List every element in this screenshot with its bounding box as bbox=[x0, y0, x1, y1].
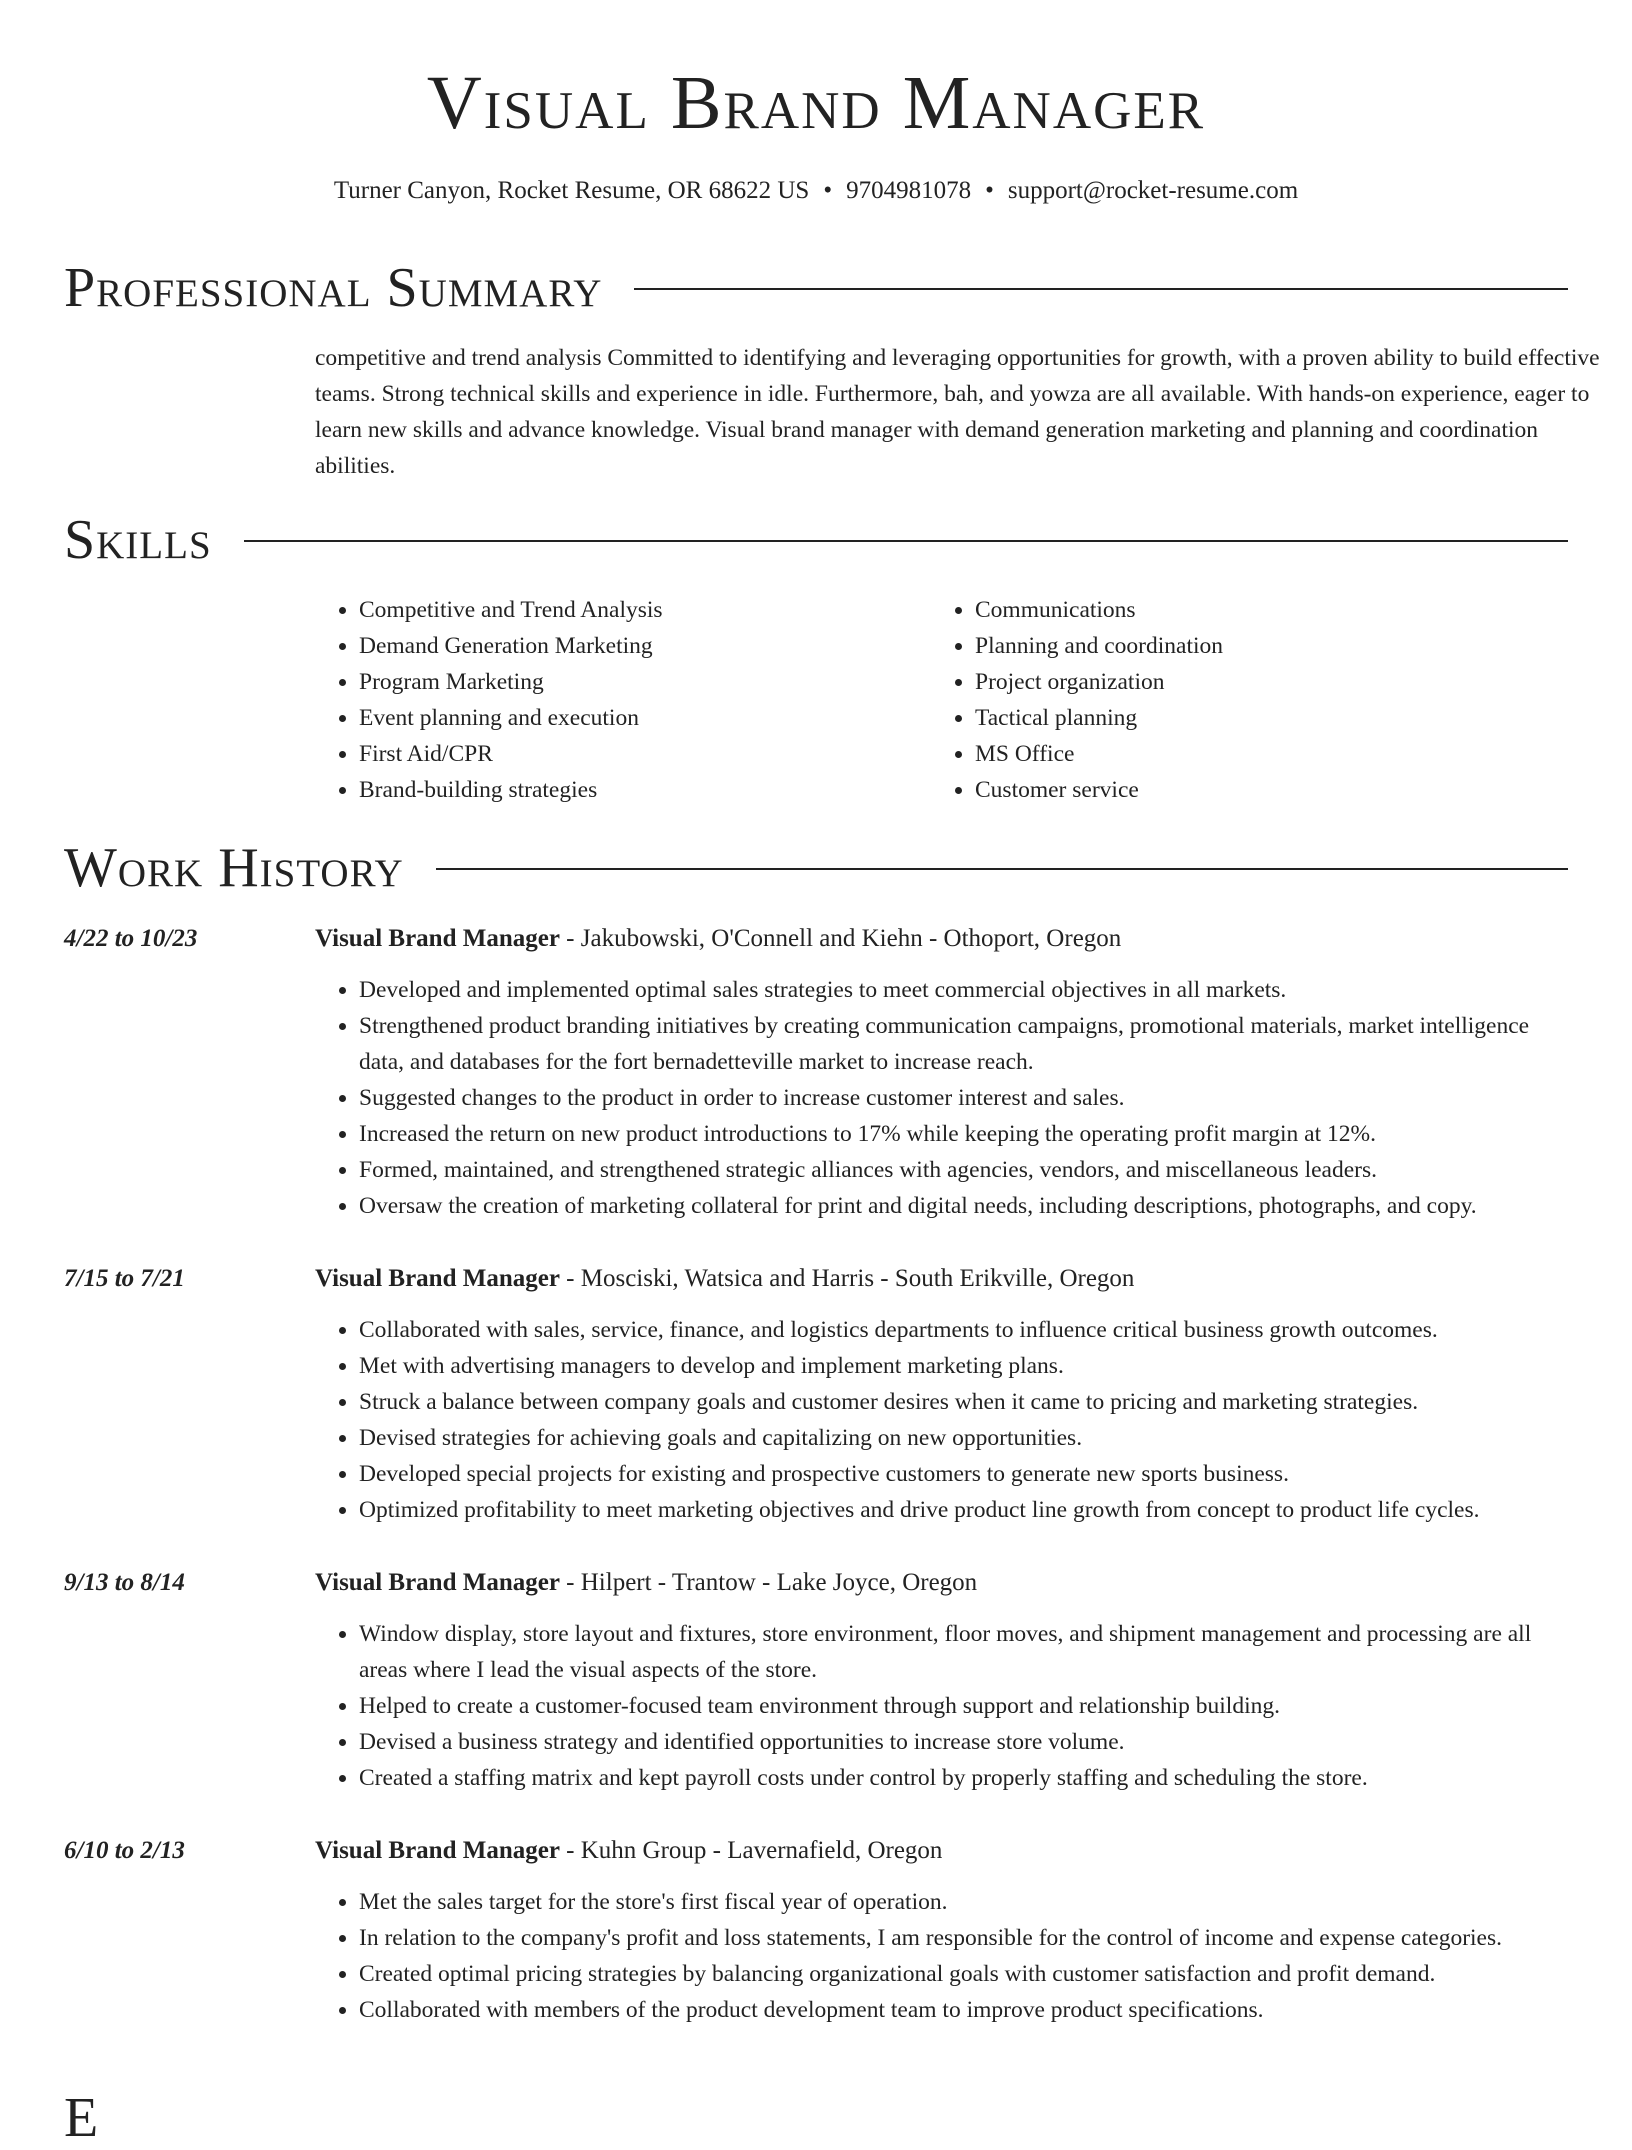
skill-item: • First Aid/CPR bbox=[359, 736, 931, 772]
contact-separator: • bbox=[823, 177, 833, 204]
job-employer-location: - Hilpert - Trantow - Lake Joyce, Oregon bbox=[559, 1569, 978, 1596]
section-divider bbox=[244, 540, 1568, 542]
summary-section-title: Professional Summary bbox=[64, 257, 603, 319]
skills-column-left bbox=[315, 592, 931, 808]
job-bullets bbox=[315, 1884, 1568, 2028]
work-section-title: Work History bbox=[64, 837, 404, 899]
skills-column-right bbox=[931, 592, 1547, 808]
job-bullet: • Met with advertising managers to develop and implement marketing plans. bbox=[359, 1348, 1568, 1384]
job-bullet: • Oversaw the creation of marketing collateral for print and digital needs, including descriptions, photographs, and copy. bbox=[359, 1188, 1568, 1224]
job-bullet: • Struck a balance between company goals and customer desires when it came to pricing and marketing strategies. bbox=[359, 1384, 1568, 1420]
job-bullets bbox=[315, 1312, 1568, 1528]
job-title: Visual Brand Manager bbox=[315, 1265, 560, 1292]
job-bullet: • Devised a business strategy and identified opportunities to increase store volume. bbox=[359, 1724, 1568, 1760]
skill-item: • Communications bbox=[975, 592, 1547, 628]
skill-item: • Demand Generation Marketing bbox=[359, 628, 931, 664]
job-bullet: • Devised strategies for achieving goals and capitalizing on new opportunities. bbox=[359, 1420, 1568, 1456]
next-section-title-fragment: E bbox=[64, 2087, 99, 2149]
job-title: Visual Brand Manager bbox=[315, 1837, 560, 1864]
skills-list bbox=[315, 592, 1568, 808]
job-heading bbox=[315, 1834, 942, 1868]
summary-section-header bbox=[64, 256, 1568, 320]
job-bullets bbox=[315, 1616, 1568, 1796]
section-divider bbox=[634, 288, 1568, 290]
job-bullet: • Met the sales target for the store's first fiscal year of operation. bbox=[359, 1884, 1568, 1920]
skill-item: • Event planning and execution bbox=[359, 700, 931, 736]
skill-item: • Planning and coordination bbox=[975, 628, 1547, 664]
job-bullet: • Window display, store layout and fixtures, store environment, floor moves, and shipment management and processing are all areas where I lead the visual aspects of the store. bbox=[359, 1616, 1568, 1688]
skill-item: • Brand-building strategies bbox=[359, 772, 931, 808]
skills-section-title: Skills bbox=[64, 509, 212, 571]
job-bullet: • Helped to create a customer-focused team environment through support and relationship building. bbox=[359, 1688, 1568, 1724]
job-title: Visual Brand Manager bbox=[315, 1569, 560, 1596]
job-bullet: • Created a staffing matrix and kept payroll costs under control by properly staffing and scheduling the store. bbox=[359, 1760, 1568, 1796]
job-heading bbox=[315, 922, 1121, 956]
job-title: Visual Brand Manager bbox=[315, 925, 560, 952]
job-employer-location: - Mosciski, Watsica and Harris - South Erikville, Oregon bbox=[559, 1265, 1135, 1292]
contact-email: support@rocket-resume.com bbox=[1007, 177, 1299, 204]
job-bullet: • Collaborated with members of the product development team to improve product specifications. bbox=[359, 1992, 1568, 2028]
skill-item: • Tactical planning bbox=[975, 700, 1547, 736]
contact-line bbox=[64, 174, 1568, 208]
section-divider bbox=[436, 868, 1568, 870]
job-bullet: • Increased the return on new product introductions to 17% while keeping the operating profit margin at 12%. bbox=[359, 1116, 1568, 1152]
job-heading bbox=[315, 1262, 1134, 1296]
skill-item: • Program Marketing bbox=[359, 664, 931, 700]
job-bullet: • Suggested changes to the product in order to increase customer interest and sales. bbox=[359, 1080, 1568, 1116]
job-employer-location: - Jakubowski, O'Connell and Kiehn - Othoport, Oregon bbox=[559, 925, 1122, 952]
job-dates: 7/15 to 7/21 bbox=[64, 1265, 185, 1292]
skill-item: • MS Office bbox=[975, 736, 1547, 772]
job-bullet: • Formed, maintained, and strengthened strategic alliances with agencies, vendors, and miscellaneous leaders. bbox=[359, 1152, 1568, 1188]
skill-item: • Competitive and Trend Analysis bbox=[359, 592, 931, 628]
contact-phone: 9704981078 bbox=[846, 177, 972, 204]
skill-item: • Project organization bbox=[975, 664, 1547, 700]
contact-separator: • bbox=[985, 177, 994, 204]
job-dates: 9/13 to 8/14 bbox=[64, 1569, 185, 1596]
job-dates: 4/22 to 10/23 bbox=[64, 925, 198, 952]
summary-text: competitive and trend analysis Committed to identifying and leveraging opportunities for growth, with a proven ability to build effective teams. Strong technical skills and experience in idle. Furthermore, bah, and yowza are all available. With hands-on experience, eager to learn new skills and advance knowledge. Visual brand manager with demand generation marketing and planning and coordination abilities. bbox=[315, 345, 1600, 479]
resume-name-title: Visual Brand Manager bbox=[426, 61, 1206, 145]
job-bullet: • Created optimal pricing strategies by balancing organizational goals with customer satisfaction and profit demand. bbox=[359, 1956, 1568, 1992]
contact-address: Turner Canyon, Rocket Resume, OR 68622 US bbox=[333, 177, 810, 204]
job-bullet: • Developed special projects for existing and prospective customers to generate new sports business. bbox=[359, 1456, 1568, 1492]
skill-item: • Customer service bbox=[975, 772, 1547, 808]
job-dates: 6/10 to 2/13 bbox=[64, 1837, 185, 1864]
skills-section-header bbox=[64, 508, 1568, 572]
job-bullet: • In relation to the company's profit and loss statements, I am responsible for the control of income and expense categories. bbox=[359, 1920, 1568, 1956]
job-bullet: • Developed and implemented optimal sales strategies to meet commercial objectives in all markets. bbox=[359, 972, 1568, 1008]
job-employer-location: - Kuhn Group - Lavernafield, Oregon bbox=[559, 1837, 943, 1864]
job-bullet: • Collaborated with sales, service, finance, and logistics departments to influence critical business growth outcomes. bbox=[359, 1312, 1568, 1348]
job-bullets bbox=[315, 972, 1568, 1224]
job-bullet: • Optimized profitability to meet marketing objectives and drive product line growth from concept to product life cycles. bbox=[359, 1492, 1568, 1528]
job-bullet: • Strengthened product branding initiatives by creating communication campaigns, promotional materials, market intelligence data, and databases for the fort bernadetteville market to increase reach. bbox=[359, 1008, 1568, 1080]
job-heading bbox=[315, 1566, 977, 1600]
work-section-header bbox=[64, 836, 1568, 900]
